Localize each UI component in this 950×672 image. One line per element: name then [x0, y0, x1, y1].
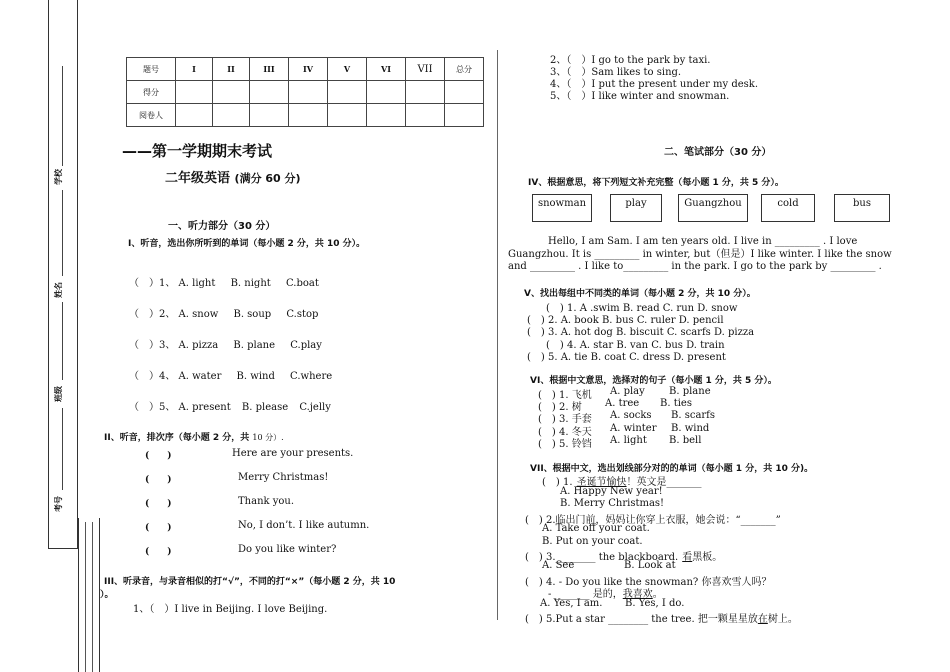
sentence: Here are your presents. — [232, 448, 354, 459]
paren: ( ) — [145, 523, 172, 533]
binding-strip-inner — [85, 522, 93, 672]
score-cell[interactable] — [445, 104, 484, 127]
word-box: snowman — [532, 194, 592, 222]
question-V-1: ( ) 1. A .swim B. read C. run D. snow — [546, 303, 738, 314]
option-b: B. plane — [669, 386, 711, 397]
paren: ( ) — [145, 547, 172, 557]
question-num: ( ) 1. 飞机 — [538, 390, 592, 401]
question-num: （ ）3、 A. pizza — [129, 340, 219, 351]
score-row-label: 得分 — [127, 81, 176, 104]
section-IV-heading: IV、根据意思，将下列短文补充完整（每小题 1 分，共 5 分）。 — [528, 178, 784, 188]
question-num: ( ) 1. — [542, 477, 573, 488]
question-VI-5 — [538, 435, 702, 450]
question-I-4 — [129, 367, 332, 382]
score-row-label: 阅卷人 — [127, 104, 176, 127]
question-num: ( ) 4. 冬天 — [538, 427, 592, 438]
score-cell[interactable] — [445, 81, 484, 104]
section-VI-heading: VI、根据中文意思，选择对的句子（每小题 1 分，共 5 分）。 — [530, 376, 777, 386]
question-text: ( ) 5.Put a star ________ the tree. 把一颗星星放 — [525, 614, 758, 625]
paren: ( ) — [145, 499, 172, 509]
option-b: B. scarfs — [671, 410, 716, 421]
subtitle-note: (满分 60 分) — [234, 172, 301, 185]
score-header-cell: V — [328, 58, 367, 81]
listening-heading: 一、听力部分（30 分） — [168, 221, 276, 232]
score-table — [126, 57, 484, 127]
question-III-4: 4、（ ）I put the present under my desk. — [550, 79, 759, 90]
question-VII-3-options — [542, 560, 676, 571]
question-VII-5 — [525, 610, 798, 625]
margin-line — [62, 190, 63, 276]
score-cell[interactable] — [367, 81, 406, 104]
question-VII-4: ( ) 4. - Do you like the snowman? 你喜欢雪人吗？ — [525, 577, 772, 588]
question-III-3: 3、（ ）Sam likes to sing. — [550, 67, 682, 78]
question-V-3: ( ) 3. A. hot dog B. biscuit C. scarfs D. pizza — [527, 327, 755, 338]
option-c: C.stop — [286, 309, 319, 320]
question-I-1 — [129, 274, 319, 289]
binding-margin — [48, 0, 78, 549]
option-a: A. Yes, I am. — [540, 598, 603, 609]
score-cell[interactable] — [289, 104, 328, 127]
score-cell[interactable] — [176, 104, 213, 127]
score-cell[interactable] — [328, 104, 367, 127]
score-header-cell: 题号 — [127, 58, 176, 81]
score-header-cell: 总分 — [445, 58, 484, 81]
sentence: Merry Christmas! — [238, 472, 329, 483]
option-c: C.play — [290, 340, 322, 351]
option-b: B. Merry Christmas! — [560, 498, 665, 509]
underlined-phrase: 圣诞节愉快 — [576, 477, 627, 488]
question-III-2: 2、（ ）I go to the park by taxi. — [550, 55, 711, 66]
option-a: A. Take off your coat. — [542, 523, 650, 534]
class-label: 班级 — [54, 386, 63, 402]
score-cell[interactable] — [213, 81, 250, 104]
question-text: - _______ 是的， — [548, 589, 623, 600]
option-b: B. plane — [233, 340, 276, 351]
score-header-cell: II — [213, 58, 250, 81]
question-rest: 黑板。 — [692, 552, 723, 563]
section-III-heading: III、听录音，与录音相似的打“√”，不同的打“×”（每小题 2 分，共 10 — [104, 577, 396, 587]
score-cell[interactable] — [213, 104, 250, 127]
question-num: ( ) 3. 手套 — [538, 414, 592, 425]
score-cell[interactable] — [289, 81, 328, 104]
question-I-3 — [129, 336, 322, 351]
section-I-heading: I、听音，选出你所听到的单词（每小题 2 分，共 10 分）。 — [128, 239, 366, 249]
option-b: B. wind — [236, 371, 275, 382]
score-header-cell: VII — [406, 58, 445, 81]
option-b: B. soup — [233, 309, 272, 320]
question-num: （ ）1、 A. light — [129, 278, 216, 289]
option-b: B. please — [241, 402, 289, 413]
question-III-1: 1、（ ）I live in Beijing. I love Beijing. — [133, 604, 328, 615]
underlined-phrase: 在 — [757, 614, 768, 625]
name-label: 姓名 — [54, 282, 63, 298]
underlined-phrase: 看 — [682, 552, 693, 563]
paren: ( ) — [145, 451, 172, 461]
score-cell[interactable] — [406, 104, 445, 127]
section-III-heading-cont: ）。 — [100, 590, 114, 600]
score-cell[interactable] — [250, 104, 289, 127]
option-b: B. wind — [671, 423, 710, 434]
option-b: B. Look at — [624, 560, 676, 571]
fill-in-passage: Hello, I am Sam. I am ten years old. I live in _________ . I love Guangzhou. It is _________ in winter, but（但是）I like winter. I like the snow and _________ . I like to_________ in the park. I go to the park by _________ . — [508, 236, 892, 273]
question-num: （ ）4、 A. water — [129, 371, 222, 382]
written-heading: 二、笔试部分（30 分） — [664, 147, 772, 158]
sentence: Do you like winter? — [238, 544, 337, 555]
option-a: A. winter — [610, 423, 657, 434]
margin-line — [62, 302, 63, 380]
school-label: 学校 — [54, 169, 63, 185]
section-V-heading: V、找出每组中不同类的单词（每小题 2 分，共 10 分）。 — [524, 289, 756, 299]
question-V-2: ( ) 2. A. book B. bus C. ruler D. pencil — [527, 315, 724, 326]
score-cell[interactable] — [176, 81, 213, 104]
question-V-4: ( ) 4. A. star B. van C. bus D. train — [546, 340, 725, 351]
sentence: Thank you. — [238, 496, 295, 507]
option-a: A. See — [542, 560, 575, 571]
score-cell[interactable] — [250, 81, 289, 104]
word-box: play — [610, 194, 662, 222]
column-divider — [497, 50, 498, 620]
score-cell[interactable] — [367, 104, 406, 127]
score-header-cell: III — [250, 58, 289, 81]
question-VII-2: ( ) 2.临出门前，妈妈让你穿上衣服，她会说：“_______” — [525, 515, 781, 526]
option-c: C.where — [290, 371, 333, 382]
score-cell[interactable] — [328, 81, 367, 104]
option-a: A. play — [610, 386, 645, 397]
question-V-5: ( ) 5. A. tie B. coat C. dress D. present — [527, 352, 726, 363]
paren: ( ) — [145, 475, 172, 485]
subtitle-text: 二年级英语 — [165, 171, 231, 186]
margin-line — [62, 408, 63, 490]
option-b: B. ties — [660, 398, 692, 409]
score-cell[interactable] — [406, 81, 445, 104]
question-text: ( ) 3.________ the blackboard. — [525, 552, 679, 563]
question-rest: 。 — [652, 589, 663, 600]
option-c: C.boat — [285, 278, 319, 289]
score-header-cell: IV — [289, 58, 328, 81]
question-VII-4-options — [540, 598, 685, 609]
question-I-2 — [129, 305, 318, 320]
option-b: B. Yes, I do. — [625, 598, 685, 609]
option-a: A. light — [610, 435, 647, 446]
exam-title: ——第一学期期末考试 — [122, 142, 273, 160]
score-header-cell: VI — [367, 58, 406, 81]
exam-number-label: 考号 — [54, 496, 63, 512]
word-box: Guangzhou — [678, 194, 748, 222]
option-b: B. bell — [669, 435, 702, 446]
section-II-heading-text: II、听音，排次序（每小题 2 分，共 — [104, 433, 250, 443]
question-III-5: 5、（ ）I like winter and snowman. — [550, 91, 730, 102]
exam-subtitle — [165, 167, 301, 186]
question-I-5 — [129, 398, 331, 413]
sentence: No, I don’t. I like autumn. — [238, 520, 370, 531]
option-a: A. Happy New year! — [560, 486, 663, 497]
option-c: C.jelly — [299, 402, 331, 413]
section-II-heading-small: 10 分）. — [252, 433, 284, 442]
underlined-phrase: 我喜欢 — [622, 589, 653, 600]
question-num: ( ) 5. 铃铛 — [538, 439, 592, 450]
section-VII-heading: VII、根据中文，选出划线部分对的的单词（每小题 1 分，共 10 分)。 — [530, 464, 814, 474]
option-b: B. night — [230, 278, 271, 289]
score-header-cell: I — [176, 58, 213, 81]
word-box: cold — [761, 194, 815, 222]
option-b: B. Put on your coat. — [542, 536, 643, 547]
margin-line — [62, 66, 63, 166]
question-rest: 树上。 — [767, 614, 798, 625]
option-a: A. tree — [605, 398, 640, 409]
question-rest: ！英文是_______ — [626, 477, 702, 488]
question-num: （ ）2、 A. snow — [129, 309, 219, 320]
question-num: ( ) 2. 树 — [538, 402, 582, 413]
section-II-heading — [104, 430, 284, 443]
option-a: A. socks — [610, 410, 652, 421]
word-box: bus — [834, 194, 890, 222]
question-num: （ ）5、 A. present — [129, 402, 231, 413]
